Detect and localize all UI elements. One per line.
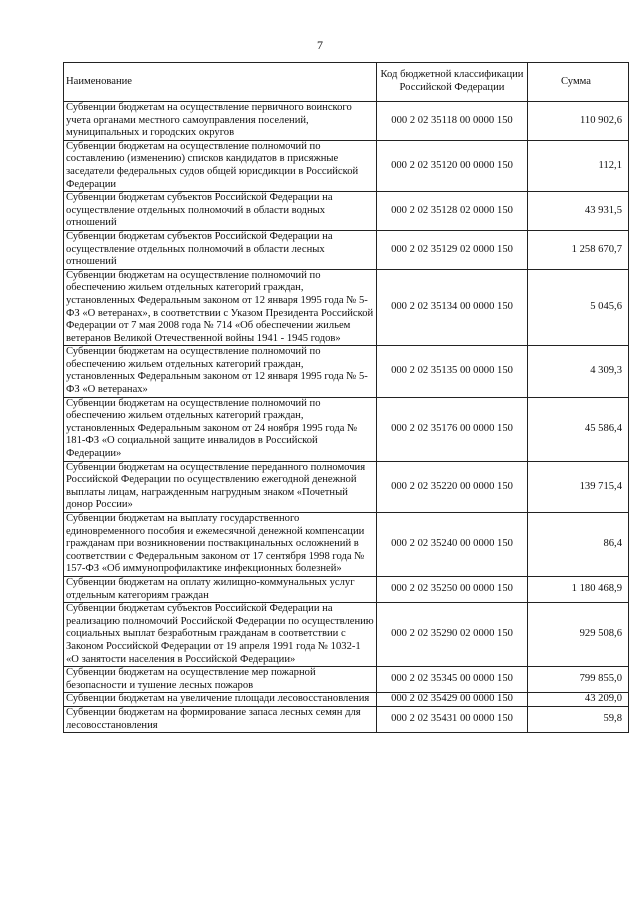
row-sum: 86,4 bbox=[528, 513, 629, 577]
table-row bbox=[64, 397, 629, 461]
row-sum: 4 309,3 bbox=[528, 346, 629, 397]
row-code: 000 2 02 35135 00 0000 150 bbox=[377, 346, 528, 397]
table-row bbox=[64, 346, 629, 397]
table-row bbox=[64, 693, 629, 707]
header-code: Код бюджетной классификации Российской Федерации bbox=[377, 63, 528, 102]
table-header-row bbox=[64, 63, 629, 102]
row-name: Субвенции бюджетам субъектов Российской Федерации на осуществление отдельных полномочий в области водных отношений bbox=[64, 192, 377, 231]
table-row bbox=[64, 603, 629, 667]
row-name: Субвенции бюджетам на увеличение площади лесовосстановления bbox=[64, 693, 377, 707]
row-name: Субвенции бюджетам на оплату жилищно-коммунальных услуг отдельным категориям граждан bbox=[64, 576, 377, 602]
row-code: 000 2 02 35220 00 0000 150 bbox=[377, 461, 528, 512]
budget-table bbox=[63, 62, 629, 733]
row-sum: 43 209,0 bbox=[528, 693, 629, 707]
table-row bbox=[64, 230, 629, 269]
row-code: 000 2 02 35240 00 0000 150 bbox=[377, 513, 528, 577]
table-row bbox=[64, 269, 629, 346]
row-sum: 112,1 bbox=[528, 140, 629, 191]
row-code: 000 2 02 35129 02 0000 150 bbox=[377, 230, 528, 269]
row-code: 000 2 02 35431 00 0000 150 bbox=[377, 706, 528, 732]
row-code: 000 2 02 35128 02 0000 150 bbox=[377, 192, 528, 231]
table-row bbox=[64, 140, 629, 191]
row-name: Субвенции бюджетам на осуществление полномочий по обеспечению жильем отдельных категорий граждан, установленных Федеральным законом от 12 января 1995 года № 5-ФЗ «О ветеранах» bbox=[64, 346, 377, 397]
row-sum: 59,8 bbox=[528, 706, 629, 732]
row-sum: 139 715,4 bbox=[528, 461, 629, 512]
row-name: Субвенции бюджетам на осуществление полномочий по обеспечению жильем отдельных категорий граждан, установленных Федеральным законом от 12 января 1995 года № 5-ФЗ «О ветеранах», в соответствии с Указом Президента Российской Федерации от 7 мая 2008 года № 714 «Об обеспечении жильем ветеранов Великой Отечественной войны 1941 - 1945 годов» bbox=[64, 269, 377, 346]
row-sum: 45 586,4 bbox=[528, 397, 629, 461]
row-name: Субвенции бюджетам на осуществление первичного воинского учета органами местного самоуправления поселений, муниципальных и городских округов bbox=[64, 102, 377, 141]
row-sum: 1 180 468,9 bbox=[528, 576, 629, 602]
table-row bbox=[64, 667, 629, 693]
row-sum: 929 508,6 bbox=[528, 603, 629, 667]
row-sum: 1 258 670,7 bbox=[528, 230, 629, 269]
row-name: Субвенции бюджетам субъектов Российской Федерации на реализацию полномочий Российской Федерации по осуществлению социальных выплат безработным гражданам в соответствии с Законом Российской Федерации от 19 апреля 1991 года № 1032-1 «О занятости населения в Российской Федерации» bbox=[64, 603, 377, 667]
header-sum: Сумма bbox=[528, 63, 629, 102]
row-sum: 799 855,0 bbox=[528, 667, 629, 693]
header-name: Наименование bbox=[64, 63, 377, 102]
table-row bbox=[64, 576, 629, 602]
row-name: Субвенции бюджетам на осуществление полномочий по обеспечению жильем отдельных категорий граждан, установленных Федеральным законом от 24 ноября 1995 года № 181-ФЗ «О социальной защите инвалидов в Российской Федерации» bbox=[64, 397, 377, 461]
row-name: Субвенции бюджетам на выплату государственного единовременного пособия и ежемесячной денежной компенсации гражданам при возникновении поствакцинальных осложнений в соответствии с Федеральным законом от 17 сентября 1998 года № 157-ФЗ «Об иммунопрофилактике инфекционных болезней» bbox=[64, 513, 377, 577]
row-code: 000 2 02 35250 00 0000 150 bbox=[377, 576, 528, 602]
row-name: Субвенции бюджетам субъектов Российской Федерации на осуществление отдельных полномочий в области лесных отношений bbox=[64, 230, 377, 269]
row-code: 000 2 02 35290 02 0000 150 bbox=[377, 603, 528, 667]
table-row bbox=[64, 461, 629, 512]
table-row bbox=[64, 192, 629, 231]
row-code: 000 2 02 35134 00 0000 150 bbox=[377, 269, 528, 346]
row-code: 000 2 02 35176 00 0000 150 bbox=[377, 397, 528, 461]
row-sum: 43 931,5 bbox=[528, 192, 629, 231]
row-name: Субвенции бюджетам на формирование запаса лесных семян для лесовосстановления bbox=[64, 706, 377, 732]
row-name: Субвенции бюджетам на осуществление полномочий по составлению (изменению) списков кандидатов в присяжные заседатели федеральных судов общей юрисдикции в Российской Федерации bbox=[64, 140, 377, 191]
row-code: 000 2 02 35345 00 0000 150 bbox=[377, 667, 528, 693]
row-sum: 110 902,6 bbox=[528, 102, 629, 141]
row-code: 000 2 02 35118 00 0000 150 bbox=[377, 102, 528, 141]
row-code: 000 2 02 35120 00 0000 150 bbox=[377, 140, 528, 191]
row-code: 000 2 02 35429 00 0000 150 bbox=[377, 693, 528, 707]
row-name: Субвенции бюджетам на осуществление мер пожарной безопасности и тушение лесных пожаров bbox=[64, 667, 377, 693]
table-row bbox=[64, 102, 629, 141]
table-row bbox=[64, 706, 629, 732]
row-sum: 5 045,6 bbox=[528, 269, 629, 346]
table-row bbox=[64, 513, 629, 577]
row-name: Субвенции бюджетам на осуществление переданного полномочия Российской Федерации по осуществлению ежегодной денежной выплаты лицам, награжденным нагрудным знаком «Почетный донор России» bbox=[64, 461, 377, 512]
page-number: 7 bbox=[317, 38, 323, 52]
